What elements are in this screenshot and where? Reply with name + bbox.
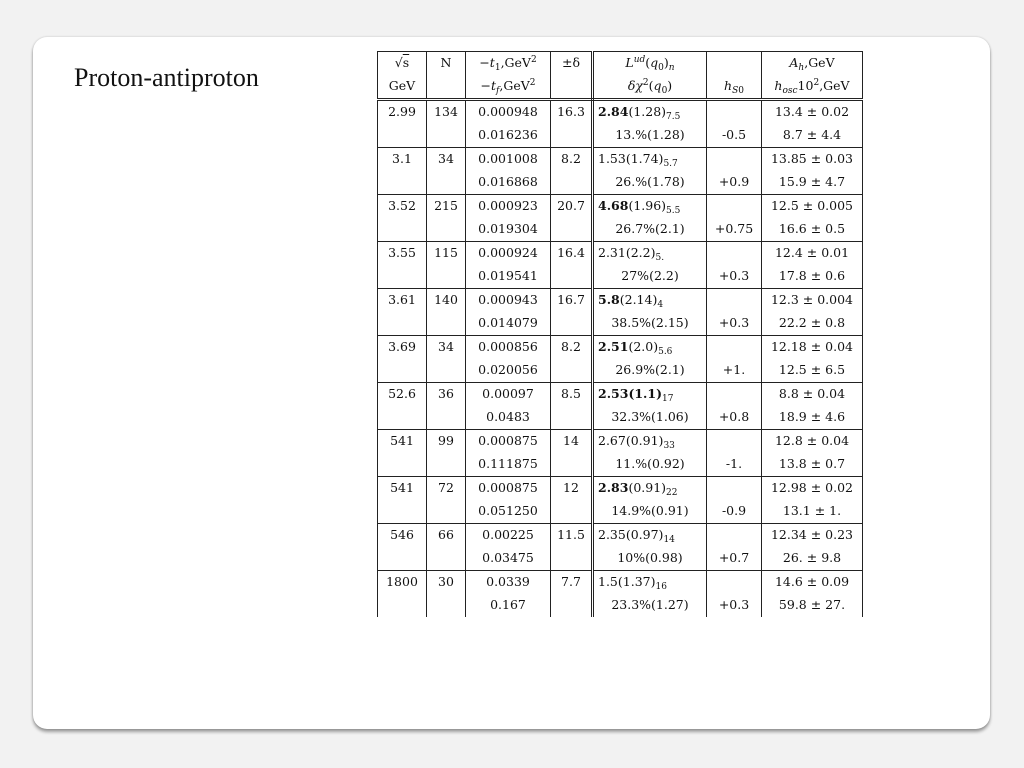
cell-t1: 0.000875	[466, 430, 551, 454]
cell-sqrt-s: 1800	[378, 571, 427, 595]
cell-ah: 12.3 ± 0.004	[762, 289, 863, 313]
cell-empty	[707, 477, 762, 501]
table-row	[378, 406, 863, 430]
cell-hs0: +0.3	[707, 594, 762, 617]
lud-value: 2.51	[598, 339, 629, 355]
cell-tf: 0.014079	[466, 312, 551, 336]
cell-delta: 16.3	[551, 100, 593, 125]
cell-empty	[378, 500, 427, 524]
cell-empty	[378, 453, 427, 477]
cell-chi2: 27%(2.2)	[593, 265, 707, 289]
header-gev: GeV	[378, 75, 427, 100]
table-row	[378, 100, 863, 125]
cell-empty	[707, 524, 762, 548]
cell-tf: 0.019541	[466, 265, 551, 289]
cell-empty	[378, 124, 427, 148]
table-row	[378, 453, 863, 477]
cell-hosc: 13.1 ± 1.	[762, 500, 863, 524]
cell-empty	[378, 594, 427, 617]
cell-ah: 13.4 ± 0.02	[762, 100, 863, 125]
lud-value: 2.31	[598, 245, 626, 261]
cell-lud	[593, 430, 707, 454]
cell-sqrt-s: 546	[378, 524, 427, 548]
cell-tf: 0.167	[466, 594, 551, 617]
cell-t1: 0.00097	[466, 383, 551, 407]
cell-empty	[551, 594, 593, 617]
cell-n: 36	[427, 383, 466, 407]
header-ah: $A_h,GeV$	[762, 52, 863, 76]
cell-lud	[593, 383, 707, 407]
cell-empty	[707, 336, 762, 360]
data-table	[377, 51, 863, 617]
cell-chi2: 10%(0.98)	[593, 547, 707, 571]
header-delta: ±δ	[551, 52, 593, 76]
table-row	[378, 218, 863, 242]
table-row	[378, 148, 863, 172]
lud-n: 17	[662, 394, 674, 405]
cell-empty	[707, 383, 762, 407]
cell-hosc: 17.8 ± 0.6	[762, 265, 863, 289]
lud-n: 7.5	[666, 112, 681, 123]
cell-lud	[593, 477, 707, 501]
table-row	[378, 289, 863, 313]
header-blank	[707, 52, 762, 76]
cell-empty	[427, 218, 466, 242]
cell-empty	[378, 218, 427, 242]
cell-sqrt-s: 3.1	[378, 148, 427, 172]
cell-delta: 8.2	[551, 336, 593, 360]
cell-empty	[551, 312, 593, 336]
cell-chi2: 14.9%(0.91)	[593, 500, 707, 524]
slide-title: Proton-antiproton	[74, 63, 259, 92]
cell-empty	[427, 124, 466, 148]
lud-n: 5.7	[663, 159, 678, 170]
cell-t1: 0.000943	[466, 289, 551, 313]
cell-empty	[551, 453, 593, 477]
lud-value: 2.84	[598, 104, 629, 120]
header-tf: $-t_f,GeV^2$	[466, 75, 551, 100]
cell-empty	[707, 195, 762, 219]
cell-t1: 0.000856	[466, 336, 551, 360]
cell-empty	[707, 100, 762, 125]
cell-t1: 0.0339	[466, 571, 551, 595]
cell-delta: 14	[551, 430, 593, 454]
header-hs0: $h_{S0}$	[707, 75, 762, 100]
cell-empty	[378, 312, 427, 336]
cell-empty	[378, 265, 427, 289]
cell-empty	[427, 406, 466, 430]
cell-tf: 0.0483	[466, 406, 551, 430]
cell-lud	[593, 148, 707, 172]
table-row	[378, 594, 863, 617]
cell-sqrt-s: 2.99	[378, 100, 427, 125]
lud-n: 16	[655, 582, 667, 593]
cell-delta: 12	[551, 477, 593, 501]
cell-delta: 11.5	[551, 524, 593, 548]
cell-empty	[707, 571, 762, 595]
cell-empty	[427, 359, 466, 383]
lud-q0: (1.37)	[617, 574, 656, 590]
cell-n: 72	[427, 477, 466, 501]
cell-sqrt-s: 541	[378, 430, 427, 454]
table-row	[378, 336, 863, 360]
lud-value: 2.83	[598, 480, 629, 496]
cell-hosc: 8.7 ± 4.4	[762, 124, 863, 148]
lud-q0: (2.0)	[628, 339, 659, 355]
table-row	[378, 242, 863, 266]
cell-delta: 16.4	[551, 242, 593, 266]
cell-lud	[593, 242, 707, 266]
cell-empty	[551, 547, 593, 571]
cell-tf: 0.016868	[466, 171, 551, 195]
cell-lud	[593, 195, 707, 219]
cell-empty	[427, 547, 466, 571]
cell-ah: 14.6 ± 0.09	[762, 571, 863, 595]
cell-hs0: +1.	[707, 359, 762, 383]
table-row	[378, 124, 863, 148]
lud-q0: (0.91)	[628, 480, 667, 496]
cell-ah: 8.8 ± 0.04	[762, 383, 863, 407]
table-row	[378, 359, 863, 383]
lud-n: 5.	[655, 253, 665, 264]
cell-hosc: 22.2 ± 0.8	[762, 312, 863, 336]
cell-hs0: -0.9	[707, 500, 762, 524]
header-n: N	[427, 52, 466, 76]
lud-value: 1.5	[598, 574, 618, 590]
lud-q0: (0.97)	[625, 527, 664, 543]
lud-n: 5.5	[666, 206, 681, 217]
cell-ah: 12.5 ± 0.005	[762, 195, 863, 219]
cell-t1: 0.000924	[466, 242, 551, 266]
cell-chi2: 23.3%(1.27)	[593, 594, 707, 617]
cell-empty	[427, 453, 466, 477]
lud-q0: (2.2)	[625, 245, 656, 261]
cell-tf: 0.051250	[466, 500, 551, 524]
lud-q0: (1.28)	[628, 104, 667, 120]
cell-ah: 12.98 ± 0.02	[762, 477, 863, 501]
cell-n: 215	[427, 195, 466, 219]
lud-q0: (1.96)	[628, 198, 667, 214]
table-row	[378, 265, 863, 289]
cell-empty	[427, 500, 466, 524]
cell-delta: 8.2	[551, 148, 593, 172]
cell-empty	[707, 430, 762, 454]
cell-lud	[593, 336, 707, 360]
cell-chi2: 26.7%(2.1)	[593, 218, 707, 242]
cell-sqrt-s: 3.61	[378, 289, 427, 313]
cell-empty	[427, 171, 466, 195]
cell-delta: 8.5	[551, 383, 593, 407]
cell-empty	[707, 242, 762, 266]
cell-t1: 0.000923	[466, 195, 551, 219]
cell-hs0: +0.7	[707, 547, 762, 571]
cell-ah: 12.34 ± 0.23	[762, 524, 863, 548]
lud-value: 4.68	[598, 198, 629, 214]
cell-empty	[427, 312, 466, 336]
cell-chi2: 26.%(1.78)	[593, 171, 707, 195]
cell-n: 99	[427, 430, 466, 454]
header-lud: $L^{ud}(q_0)_n$	[593, 52, 707, 76]
header-t1: $-t_1,GeV^2$	[466, 52, 551, 76]
cell-hs0: +0.9	[707, 171, 762, 195]
lud-q0: (2.14)	[619, 292, 658, 308]
cell-hs0: +0.8	[707, 406, 762, 430]
cell-hosc: 26. ± 9.8	[762, 547, 863, 571]
cell-sqrt-s: 52.6	[378, 383, 427, 407]
cell-hs0: +0.75	[707, 218, 762, 242]
cell-delta: 20.7	[551, 195, 593, 219]
cell-chi2: 38.5%(2.15)	[593, 312, 707, 336]
lud-n: 4	[657, 300, 664, 311]
lud-q0: (0.91)	[625, 433, 664, 449]
cell-tf: 0.020056	[466, 359, 551, 383]
cell-chi2: 11.%(0.92)	[593, 453, 707, 477]
table-row	[378, 430, 863, 454]
cell-n: 34	[427, 148, 466, 172]
cell-empty	[378, 406, 427, 430]
cell-chi2: 13.%(1.28)	[593, 124, 707, 148]
cell-t1: 0.00225	[466, 524, 551, 548]
cell-lud	[593, 289, 707, 313]
cell-n: 134	[427, 100, 466, 125]
cell-hosc: 15.9 ± 4.7	[762, 171, 863, 195]
slide	[33, 37, 990, 729]
table-row	[378, 383, 863, 407]
cell-empty	[378, 171, 427, 195]
cell-chi2: 32.3%(1.06)	[593, 406, 707, 430]
header-dchi2: $\delta\chi^2(q_0)$	[593, 75, 707, 100]
cell-lud	[593, 571, 707, 595]
lud-n: 14	[663, 535, 675, 546]
lud-n: 5.6	[658, 347, 673, 358]
cell-delta: 7.7	[551, 571, 593, 595]
table-row	[378, 571, 863, 595]
lud-value: 2.67	[598, 433, 626, 449]
header-sqrt-s: √s	[378, 52, 427, 76]
cell-n: 30	[427, 571, 466, 595]
table-row	[378, 312, 863, 336]
cell-sqrt-s: 541	[378, 477, 427, 501]
cell-hosc: 12.5 ± 6.5	[762, 359, 863, 383]
table-row	[378, 500, 863, 524]
cell-empty	[551, 359, 593, 383]
cell-n: 140	[427, 289, 466, 313]
table-row	[378, 524, 863, 548]
cell-empty	[551, 171, 593, 195]
table-row	[378, 547, 863, 571]
cell-empty	[707, 289, 762, 313]
cell-hs0: +0.3	[707, 312, 762, 336]
cell-sqrt-s: 3.69	[378, 336, 427, 360]
cell-ah: 13.85 ± 0.03	[762, 148, 863, 172]
cell-empty	[427, 265, 466, 289]
cell-n: 66	[427, 524, 466, 548]
cell-ah: 12.18 ± 0.04	[762, 336, 863, 360]
cell-n: 115	[427, 242, 466, 266]
cell-hs0: -0.5	[707, 124, 762, 148]
lud-q0: (1.74)	[625, 151, 664, 167]
cell-hosc: 59.8 ± 27.	[762, 594, 863, 617]
cell-delta: 16.7	[551, 289, 593, 313]
cell-empty	[551, 218, 593, 242]
cell-n: 34	[427, 336, 466, 360]
cell-empty	[551, 124, 593, 148]
lud-value: 5.8	[598, 292, 620, 308]
cell-tf: 0.03475	[466, 547, 551, 571]
cell-empty	[427, 594, 466, 617]
cell-sqrt-s: 3.55	[378, 242, 427, 266]
cell-tf: 0.016236	[466, 124, 551, 148]
lud-value: 1.53	[598, 151, 626, 167]
cell-hosc: 13.8 ± 0.7	[762, 453, 863, 477]
table-row	[378, 477, 863, 501]
cell-empty	[707, 148, 762, 172]
lud-n: 22	[666, 488, 678, 499]
cell-hs0: -1.	[707, 453, 762, 477]
cell-ah: 12.8 ± 0.04	[762, 430, 863, 454]
cell-lud	[593, 524, 707, 548]
cell-t1: 0.000875	[466, 477, 551, 501]
header-row-1	[378, 52, 863, 76]
cell-empty	[378, 547, 427, 571]
lud-value: 2.53(1.1)	[598, 386, 663, 402]
lud-value: 2.35	[598, 527, 626, 543]
cell-ah: 12.4 ± 0.01	[762, 242, 863, 266]
cell-tf: 0.111875	[466, 453, 551, 477]
cell-empty	[551, 406, 593, 430]
lud-n: 33	[663, 441, 675, 452]
header-hosc: $h_{osc}10^2,GeV$	[762, 75, 863, 100]
table-row	[378, 171, 863, 195]
cell-chi2: 26.9%(2.1)	[593, 359, 707, 383]
cell-hosc: 16.6 ± 0.5	[762, 218, 863, 242]
cell-t1: 0.001008	[466, 148, 551, 172]
table-row	[378, 195, 863, 219]
cell-tf: 0.019304	[466, 218, 551, 242]
cell-hs0: +0.3	[707, 265, 762, 289]
cell-empty	[551, 265, 593, 289]
cell-empty	[551, 500, 593, 524]
cell-empty	[378, 359, 427, 383]
cell-lud	[593, 100, 707, 125]
cell-t1: 0.000948	[466, 100, 551, 125]
cell-hosc: 18.9 ± 4.6	[762, 406, 863, 430]
cell-sqrt-s: 3.52	[378, 195, 427, 219]
header-row-2	[378, 75, 863, 100]
